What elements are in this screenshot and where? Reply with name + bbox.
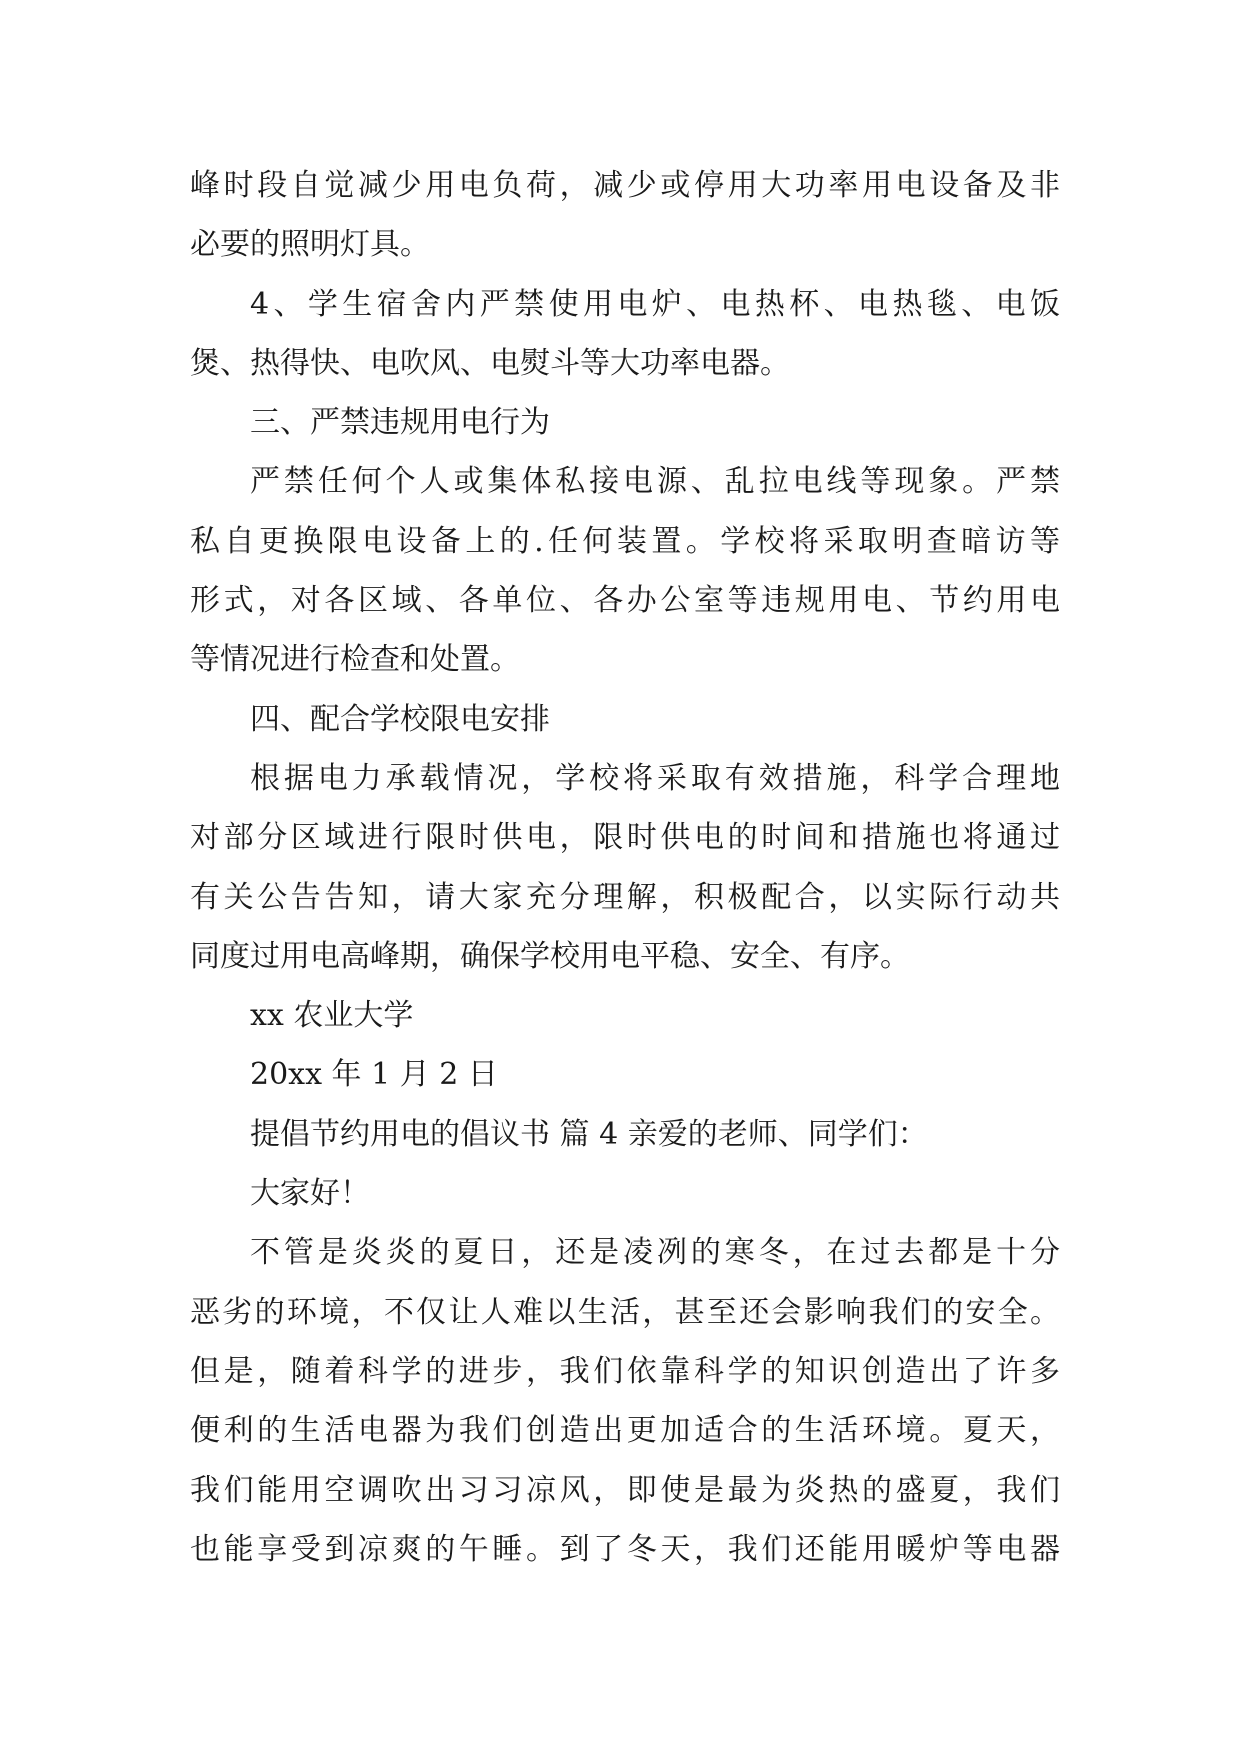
text-line: 大家好！ <box>250 1176 370 1212</box>
text-line: 恶劣的环境，不仅让人难以生活，甚至还会影响我们的安全。 <box>190 1294 1060 1330</box>
text-line: 形式，对各区域、各单位、各办公室等违规用电、节约用电 <box>190 583 1060 619</box>
text-line: 峰时段自觉减少用电负荷，减少或停用大功率用电设备及非 <box>190 168 1060 203</box>
text-line: 四、配合学校限电安排 <box>250 701 550 737</box>
text-line: 我们能用空调吹出习习凉风，即使是最为炎热的盛夏，我们 <box>190 1472 1060 1508</box>
text-line: 4、学生宿舍内严禁使用电炉、电热杯、电热毯、电饭 <box>250 286 1060 322</box>
text-line: 提倡节约用电的倡议书 篇 4 亲爱的老师、同学们： <box>250 1116 928 1152</box>
text-line: 也能享受到凉爽的午睡。到了冬天，我们还能用暖炉等电器 <box>190 1531 1060 1567</box>
text-line: 有关公告告知，请大家充分理解，积极配合，以实际行动共 <box>190 879 1060 915</box>
text-line: 等情况进行检查和处置。 <box>190 642 520 678</box>
text-line: 必要的照明灯具。 <box>190 227 430 263</box>
text-line: 便利的生活电器为我们创造出更加适合的生活环境。夏天， <box>190 1413 1060 1449</box>
text-line: 不管是炎炎的夏日，还是凌冽的寒冬，在过去都是十分 <box>250 1235 1060 1271</box>
text-line: 同度过用电高峰期，确保学校用电平稳、安全、有序。 <box>190 938 910 974</box>
text-line: 私自更换限电设备上的.任何装置。学校将采取明查暗访等 <box>190 523 1060 559</box>
text-line: 煲、热得快、电吹风、电熨斗等大功率电器。 <box>190 345 790 381</box>
text-line: 严禁任何个人或集体私接电源、乱拉电线等现象。严禁 <box>250 464 1060 500</box>
text-line: 但是，随着科学的进步，我们依靠科学的知识创造出了许多 <box>190 1353 1060 1389</box>
text-line: 20xx 年 1 月 2 日 <box>250 1057 498 1093</box>
text-line: 根据电力承载情况，学校将采取有效措施，科学合理地 <box>250 760 1060 796</box>
text-line: 对部分区域进行限时供电，限时供电的时间和措施也将通过 <box>190 820 1060 856</box>
document-body <box>190 156 1060 1579</box>
text-line: xx 农业大学 <box>250 998 414 1034</box>
text-line: 三、严禁违规用电行为 <box>250 405 550 441</box>
